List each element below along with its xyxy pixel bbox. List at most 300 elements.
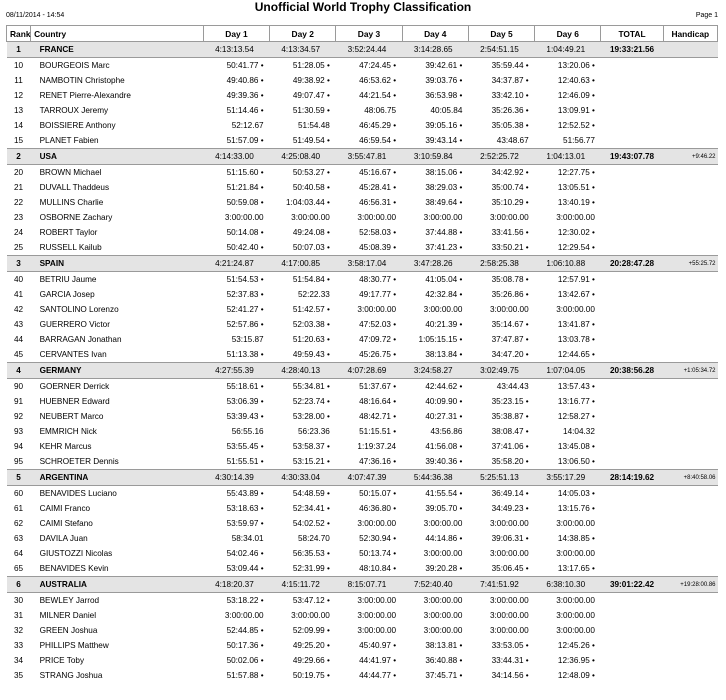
rider-row [7,225,718,240]
rider-day-time: 48:06.75 [364,106,397,115]
nation-day-time: 1:07:04.05 [535,363,601,379]
rider-number: 90 [13,382,24,391]
rider-name: RUSSELL Kailub [39,243,102,252]
rider-number: 94 [13,442,24,451]
rider-day-time: 53:09.44 • [226,564,264,573]
rider-day-time: 37:45.71 • [425,671,463,680]
rider-day-time: 50:15.07 • [359,489,397,498]
nation-day-time: 3:52:24.44 [336,42,402,58]
rider-day-time: 46:45.29 • [359,121,397,130]
rider-day-time: 55:18.61 • [226,382,264,391]
rider-day-time: 13:42.67 • [557,290,595,299]
nation-day-time: 5:44:36.38 [402,470,468,486]
nation-rank: 6 [7,577,31,593]
rider-number: 41 [13,290,24,299]
rider-day-time: 45:26.75 • [359,350,397,359]
rider-day-time: 33:42.10 • [491,91,529,100]
rider-day-time: 3:00:00.00 [357,596,397,605]
nation-handicap: +9:46.22 [663,149,717,165]
rider-day-time: 40:05.84 [430,106,463,115]
rider-day-time: 39:05.16 • [425,121,463,130]
rider-day-time: 3:00:00.00 [423,611,463,620]
rider-day-time: 3:00:00.00 [489,213,529,222]
nation-day-time: 4:30:33.04 [270,470,336,486]
rider-row [7,608,718,623]
rider-day-time: 45:16.67 • [359,168,397,177]
rider-total [601,439,663,454]
rider-number: 13 [13,106,24,115]
rider-number: 22 [13,198,24,207]
rider-day-time: 51:37.67 • [359,382,397,391]
nation-day-time: 8:15:07.71 [336,577,402,593]
rider-day-time: 13:41.87 • [557,320,595,329]
rider-handicap [663,73,717,88]
rider-total [601,454,663,470]
rider-name: EMMRICH Nick [39,427,97,436]
rider-name: BEWLEY Jarrod [39,596,100,605]
rider-day-time: 50:14.08 • [226,228,264,237]
rider-row [7,454,718,470]
rider-number: 91 [13,397,24,406]
rider-day-time: 42:32.84 • [425,290,463,299]
rider-day-time: 50:41.77 • [226,61,264,70]
rider-row [7,394,718,409]
rider-day-time: 12:46.09 • [557,91,595,100]
rider-handicap [663,439,717,454]
rider-day-time: 52:31.99 • [292,564,330,573]
rider-day-time: 51:30.59 • [292,106,330,115]
nation-day-time: 4:27:55.39 [203,363,269,379]
nation-handicap [663,42,717,58]
rider-day-time: 3:00:00.00 [224,213,264,222]
rider-handicap [663,516,717,531]
rider-handicap [663,210,717,225]
rider-day-time: 52:03.38 • [292,320,330,329]
rider-day-time: 34:42.92 • [491,168,529,177]
nation-row [7,577,718,593]
rider-day-time: 41:56.08 • [425,442,463,451]
rider-total [601,195,663,210]
rider-number: 65 [13,564,24,573]
rider-name: SANTOLINO Lorenzo [39,305,119,314]
nation-day-time: 4:13:13.54 [203,42,269,58]
col-header-handicap: Handicap [663,26,717,42]
rider-row [7,486,718,502]
rider-day-time: 39:06.31 • [491,534,529,543]
rider-day-time: 42:44.62 • [425,382,463,391]
rider-day-time: 3:00:00.00 [357,519,397,528]
nation-day-time: 5:25:51.13 [468,470,534,486]
rider-name: DAVILA Juan [39,534,88,543]
rider-day-time: 3:00:00.00 [489,611,529,620]
nation-day-time: 2:54:51.15 [468,42,534,58]
rider-day-time: 35:10.29 • [491,198,529,207]
rider-total [601,486,663,502]
rider-day-time: 52:09.99 • [292,626,330,635]
rider-day-time: 13:09.91 • [557,106,595,115]
col-header-country: Country [31,26,204,42]
rider-number: 40 [13,275,24,284]
rider-name: OSBORNE Zachary [39,213,113,222]
rider-day-time: 39:05.70 • [425,504,463,513]
nation-day-time: 1:04:13.01 [535,149,601,165]
rider-day-time: 47:36.16 • [359,457,397,466]
rider-day-time: 49:40.86 • [226,76,264,85]
rider-day-time: 49:29.66 • [292,656,330,665]
rider-row [7,531,718,546]
rider-day-time: 55:43.89 • [226,489,264,498]
nation-total: 20:38:56.28 [601,363,663,379]
rider-handicap [663,302,717,317]
rider-day-time: 13:45.08 • [557,442,595,451]
rider-day-time: 37:44.88 • [425,228,463,237]
rider-day-time: 12:57.91 • [557,275,595,284]
rider-handicap [663,638,717,653]
rider-day-time: 34:47.20 • [491,350,529,359]
rider-day-time: 53:18.63 • [226,504,264,513]
rider-day-time: 3:00:00.00 [556,611,595,620]
nation-row [7,363,718,379]
rider-name: NAMBOTIN Christophe [39,76,125,85]
col-header-day-4: Day 4 [402,26,468,42]
rider-number: 60 [13,489,24,498]
rider-name: HUEBNER Edward [39,397,110,406]
rider-day-time: 44:44.77 • [359,671,397,680]
rider-day-time: 3:00:00.00 [556,305,595,314]
rider-day-time: 14:05.03 • [557,489,595,498]
rider-day-time: 35:26.86 • [491,290,529,299]
rider-row [7,73,718,88]
rider-handicap [663,454,717,470]
nation-total: 20:28:47.28 [601,256,663,272]
rider-handicap [663,424,717,439]
classification-table [6,25,718,683]
nation-day-time: 3:55:17.29 [535,470,601,486]
rider-day-time: 37:41.23 • [425,243,463,252]
rider-handicap [663,409,717,424]
rider-day-time: 51:56.77 [563,136,595,145]
rider-day-time: 33:53.05 • [491,641,529,650]
rider-row [7,668,718,683]
rider-day-time: 53:28.00 • [292,412,330,421]
rider-row [7,165,718,181]
rider-name: PLANET Fabien [39,136,99,145]
rider-day-time: 3:00:00.00 [423,596,463,605]
nation-day-time: 2:52:25.72 [468,149,534,165]
rider-row [7,118,718,133]
rider-row [7,516,718,531]
nation-day-time: 4:13:34.57 [270,42,336,58]
nation-handicap: +55:25.72 [663,256,717,272]
rider-number: 15 [13,136,24,145]
rider-number: 35 [13,671,24,680]
rider-day-time: 33:50.21 • [491,243,529,252]
nation-country: SPAIN [31,256,204,272]
rider-handicap [663,379,717,395]
rider-handicap [663,287,717,302]
rider-day-time: 41:05.04 • [425,275,463,284]
rider-row [7,287,718,302]
rider-day-time: 35:59.44 • [491,61,529,70]
nation-day-time: 4:30:14.39 [203,470,269,486]
rider-day-time: 51:54.84 • [292,275,330,284]
rider-day-time: 1:05:15.15 • [418,335,463,344]
rider-handicap [663,501,717,516]
rider-day-time: 38:13.81 • [425,641,463,650]
rider-day-time: 3:00:00.00 [357,305,397,314]
rider-handicap [663,317,717,332]
rider-day-time: 58:34.01 [231,534,264,543]
header-row [7,26,718,42]
rider-row [7,88,718,103]
rider-day-time: 44:21.54 • [359,91,397,100]
rider-day-time: 1:04:03.44 • [286,198,330,207]
rider-day-time: 12:58.27 • [557,412,595,421]
rider-day-time: 13:05.51 • [557,183,595,192]
rider-day-time: 49:24.08 • [292,228,330,237]
rider-day-time: 51:42.57 • [292,305,330,314]
rider-name: GUERRERO Victor [39,320,110,329]
rider-total [601,73,663,88]
rider-name: CAIMI Stefano [39,519,93,528]
nation-day-time: 3:10:59.84 [402,149,468,165]
rider-total [601,240,663,256]
rider-day-time: 53:15.87 [231,335,264,344]
rider-name: BOISSIERE Anthony [39,121,116,130]
nation-rank: 4 [7,363,31,379]
rider-day-time: 52:58.03 • [359,228,397,237]
rider-day-time: 13:16.77 • [557,397,595,406]
rider-total [601,332,663,347]
rider-total [601,561,663,577]
rider-day-time: 3:00:00.00 [489,549,529,558]
rider-day-time: 54:48.59 • [292,489,330,498]
rider-handicap [663,608,717,623]
rider-day-time: 3:00:00.00 [357,611,397,620]
rider-row [7,302,718,317]
rider-number: 42 [13,305,24,314]
rider-day-time: 39:40.36 • [425,457,463,466]
nation-day-time: 4:07:28.69 [336,363,402,379]
rider-name: MILNER Daniel [39,611,97,620]
rider-day-time: 52:41.27 • [226,305,264,314]
rider-name: CERVANTES Ivan [39,350,107,359]
rider-name: BENAVIDES Kevin [39,564,109,573]
print-date: 08/11/2014 - 14:54 [6,12,65,19]
rider-day-time: 50:42.40 • [226,243,264,252]
rider-day-time: 3:00:00.00 [224,611,264,620]
nation-day-time: 4:17:00.85 [270,256,336,272]
rider-total [601,165,663,181]
rider-day-time: 53:59.97 • [226,519,264,528]
rider-day-time: 12:40.63 • [557,76,595,85]
rider-day-time: 47:24.45 • [359,61,397,70]
rider-total [601,225,663,240]
nation-day-time: 3:24:58.27 [402,363,468,379]
nation-day-time: 3:14:28.65 [402,42,468,58]
rider-day-time: 56:55.16 [231,427,264,436]
rider-day-time: 33:41.56 • [491,228,529,237]
rider-name: PHILLIPS Matthew [39,641,109,650]
rider-day-time: 52:57.86 • [226,320,264,329]
rider-day-time: 14:38.85 • [557,534,595,543]
rider-day-time: 45:08.39 • [359,243,397,252]
nation-rank: 2 [7,149,31,165]
col-header-day-1: Day 1 [203,26,269,42]
nation-rank: 3 [7,256,31,272]
rider-day-time: 43:48.67 [496,136,529,145]
rider-number: 11 [14,76,23,85]
nation-day-time: 4:21:24.87 [203,256,269,272]
rider-day-time: 3:00:00.00 [423,213,463,222]
rider-row [7,653,718,668]
rider-name: GOERNER Derrick [39,382,110,391]
rider-name: RENET Pierre-Alexandre [39,91,131,100]
rider-day-time: 39:03.76 • [425,76,463,85]
rider-day-time: 52:12.67 [231,121,264,130]
nation-country: GERMANY [31,363,204,379]
nation-country: USA [31,149,204,165]
rider-day-time: 40:09.90 • [425,397,463,406]
rider-name: BENAVIDES Luciano [39,489,117,498]
nation-day-time: 3:55:47.81 [336,149,402,165]
rider-handicap [663,225,717,240]
rider-day-time: 56:35.53 • [292,549,330,558]
rider-day-time: 35:08.78 • [491,275,529,284]
rider-number: 92 [13,412,24,421]
rider-row [7,272,718,288]
rider-handicap [663,118,717,133]
rider-day-time: 50:13.74 • [359,549,397,558]
rider-total [601,653,663,668]
rider-day-time: 3:00:00.00 [556,519,595,528]
rider-name: BETRIU Jaume [39,275,97,284]
rider-row [7,593,718,609]
nation-rank: 5 [7,470,31,486]
rider-name: PRICE Toby [39,656,85,665]
rider-day-time: 47:09.72 • [359,335,397,344]
rider-day-time: 44:41.97 • [359,656,397,665]
rider-day-time: 52:44.85 • [226,626,264,635]
rider-day-time: 51:55.51 • [226,457,264,466]
rider-number: 33 [13,641,24,650]
rider-total [601,88,663,103]
rider-day-time: 53:18.22 • [226,596,264,605]
rider-row [7,439,718,454]
rider-day-time: 40:27.31 • [425,412,463,421]
col-header-total: TOTAL [601,26,663,42]
rider-day-time: 3:00:00.00 [423,519,463,528]
rider-day-time: 53:58.37 • [292,442,330,451]
rider-day-time: 46:36.80 • [359,504,397,513]
rider-day-time: 53:06.39 • [226,397,264,406]
rider-total [601,210,663,225]
rider-day-time: 33:44.31 • [491,656,529,665]
rider-number: 10 [13,61,24,70]
rider-number: 32 [13,626,24,635]
nation-day-time: 4:15:11.72 [270,577,336,593]
rider-handicap [663,272,717,288]
rider-total [601,424,663,439]
nation-day-time: 7:41:51.92 [468,577,534,593]
nation-handicap: +19:28:00.86 [663,577,717,593]
rider-total [601,546,663,561]
rider-row [7,195,718,210]
rider-day-time: 36:53.98 • [425,91,463,100]
col-header-day-3: Day 3 [336,26,402,42]
rider-day-time: 35:06.45 • [491,564,529,573]
rider-day-time: 48:10.84 • [359,564,397,573]
rider-row [7,623,718,638]
rider-day-time: 35:38.87 • [491,412,529,421]
rider-handicap [663,668,717,683]
rider-row [7,317,718,332]
rider-name: BARRAGAN Jonathan [39,335,122,344]
rider-day-time: 56:23.36 [297,427,330,436]
rider-day-time: 1:19:37.24 [357,442,397,451]
rider-total [601,302,663,317]
nation-day-time: 3:47:28.26 [402,256,468,272]
rider-handicap [663,195,717,210]
rider-total [601,347,663,363]
nation-day-time: 7:52:40.40 [402,577,468,593]
rider-name: GREEN Joshua [39,626,98,635]
rider-day-time: 51:15.60 • [226,168,264,177]
rider-day-time: 52:37.83 • [226,290,264,299]
rider-total [601,409,663,424]
rider-day-time: 55:34.81 • [292,382,330,391]
rider-name: CAIMI Franco [39,504,91,513]
rider-day-time: 34:14.56 • [491,671,529,680]
rider-handicap [663,133,717,149]
rider-day-time: 35:14.67 • [491,320,529,329]
rider-total [601,272,663,288]
rider-day-time: 12:52.52 • [557,121,595,130]
rider-handicap [663,531,717,546]
rider-day-time: 49:17.77 • [359,290,397,299]
rider-day-time: 3:00:00.00 [423,626,463,635]
nation-day-time: 4:14:33.00 [203,149,269,165]
rider-day-time: 52:22.33 [297,290,330,299]
rider-name: TARROUX Jeremy [39,106,109,115]
rider-day-time: 49:07.47 • [292,91,330,100]
rider-row [7,347,718,363]
nation-country: FRANCE [31,42,204,58]
rider-day-time: 13:40.19 • [557,198,595,207]
rider-day-time: 51:54.48 [297,121,330,130]
rider-day-time: 53:15.21 • [292,457,330,466]
rider-day-time: 35:05.38 • [491,121,529,130]
rider-number: 61 [13,504,24,513]
rider-row [7,103,718,118]
nation-row [7,256,718,272]
rider-day-time: 43:44.43 [496,382,529,391]
rider-total [601,133,663,149]
rider-day-time: 35:58.20 • [491,457,529,466]
col-header-day-6: Day 6 [535,26,601,42]
rider-day-time: 3:00:00.00 [489,626,529,635]
rider-name: ROBERT Taylor [39,228,98,237]
rider-day-time: 39:42.61 • [425,61,463,70]
rider-day-time: 50:07.03 • [292,243,330,252]
rider-day-time: 49:59.43 • [292,350,330,359]
rider-number: 45 [13,350,24,359]
rider-day-time: 12:48.09 • [557,671,595,680]
rider-row [7,501,718,516]
rider-day-time: 43:56.86 [430,427,463,436]
rider-total [601,608,663,623]
rider-day-time: 13:15.76 • [557,504,595,513]
